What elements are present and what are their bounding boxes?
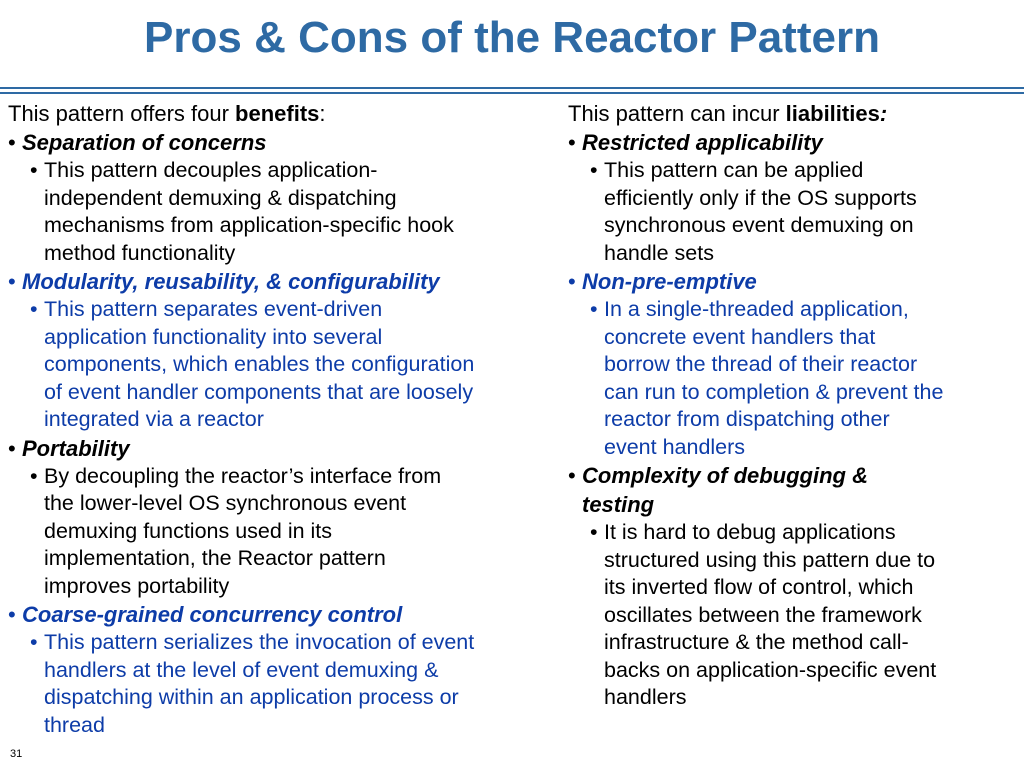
benefit-item-separation <box>8 128 564 267</box>
benefit-heading: • Portability <box>8 435 130 461</box>
liability-item-debugging <box>568 461 1018 712</box>
liability-item-applicability <box>568 128 1018 267</box>
bullet-icon: • <box>590 158 598 182</box>
slide-title: Pros & Cons of the Reactor Pattern <box>144 13 880 62</box>
bullet-icon: • <box>590 297 598 321</box>
title-rule-bottom <box>0 92 1024 94</box>
liability-heading: • Complexity of debugging & testing <box>568 463 868 517</box>
benefit-description: • This pattern decouples application- independent demuxing & dispatching mechanisms from application-specific hook method functionality <box>30 158 454 265</box>
bullet-icon: • <box>8 130 16 155</box>
liability-item-non-preemptive <box>568 267 1018 461</box>
benefit-description: • By decoupling the reactor’s interface from the lower-level OS synchronous event demuxing functions used in its implementation, the Reactor pattern improves portability <box>30 463 442 598</box>
page-number: 31 <box>10 748 23 760</box>
bullet-icon: • <box>590 520 598 544</box>
bullet-icon: • <box>568 269 576 294</box>
liability-heading: • Restricted applicability <box>568 130 823 155</box>
liabilities-column <box>568 100 1018 712</box>
liability-description: • In a single-threaded application, concrete event handlers that borrow the thread of their reactor can run to completion & prevent the reactor from dispatching other event handlers <box>590 297 944 459</box>
bullet-icon: • <box>30 158 38 182</box>
liability-heading: • Non-pre-emptive <box>568 269 757 294</box>
liabilities-intro-suffix: : <box>879 101 888 126</box>
benefits-column <box>8 100 564 739</box>
liabilities-intro-keyword: liabilities <box>785 101 880 126</box>
benefit-heading: • Modularity, reusability, & configurability <box>8 269 440 294</box>
liabilities-intro-prefix: This pattern can incur <box>568 101 786 126</box>
bullet-icon: • <box>8 602 16 627</box>
benefit-item-modularity <box>8 267 564 434</box>
benefit-description: • This pattern serializes the invocation of event handlers at the level of event demuxing & dispatching within an application process or thread <box>30 630 475 737</box>
bullet-icon: • <box>568 463 576 488</box>
liability-description: • It is hard to debug applications structured using this pattern due to its inverted flow of control, which oscillates between the framework infrastructure & the method call- backs on application-specific event handlers <box>590 520 937 709</box>
benefits-intro-suffix: : <box>319 101 326 126</box>
benefits-intro <box>8 100 564 128</box>
benefit-heading: • Coarse-grained concurrency control <box>8 602 403 627</box>
title-rule-top <box>0 87 1024 89</box>
bullet-icon: • <box>568 130 576 155</box>
benefit-heading: • Separation of concerns <box>8 130 267 155</box>
benefit-item-portability <box>8 434 564 601</box>
benefits-intro-prefix: This pattern offers four <box>8 101 236 126</box>
bullet-icon: • <box>30 297 38 321</box>
liability-description: • This pattern can be applied efficiently only if the OS supports synchronous event demuxing on handle sets <box>590 158 917 265</box>
benefit-description: • This pattern separates event-driven application functionality into several components, which enables the configuration of event handler components that are loosely integrated via a reactor <box>30 297 475 431</box>
benefit-item-concurrency <box>8 600 564 739</box>
bullet-icon: • <box>8 435 16 461</box>
liabilities-intro <box>568 100 1018 128</box>
bullet-icon: • <box>30 630 38 654</box>
bullet-icon: • <box>30 463 38 488</box>
benefits-intro-keyword: benefits <box>235 101 320 126</box>
bullet-icon: • <box>8 269 16 294</box>
